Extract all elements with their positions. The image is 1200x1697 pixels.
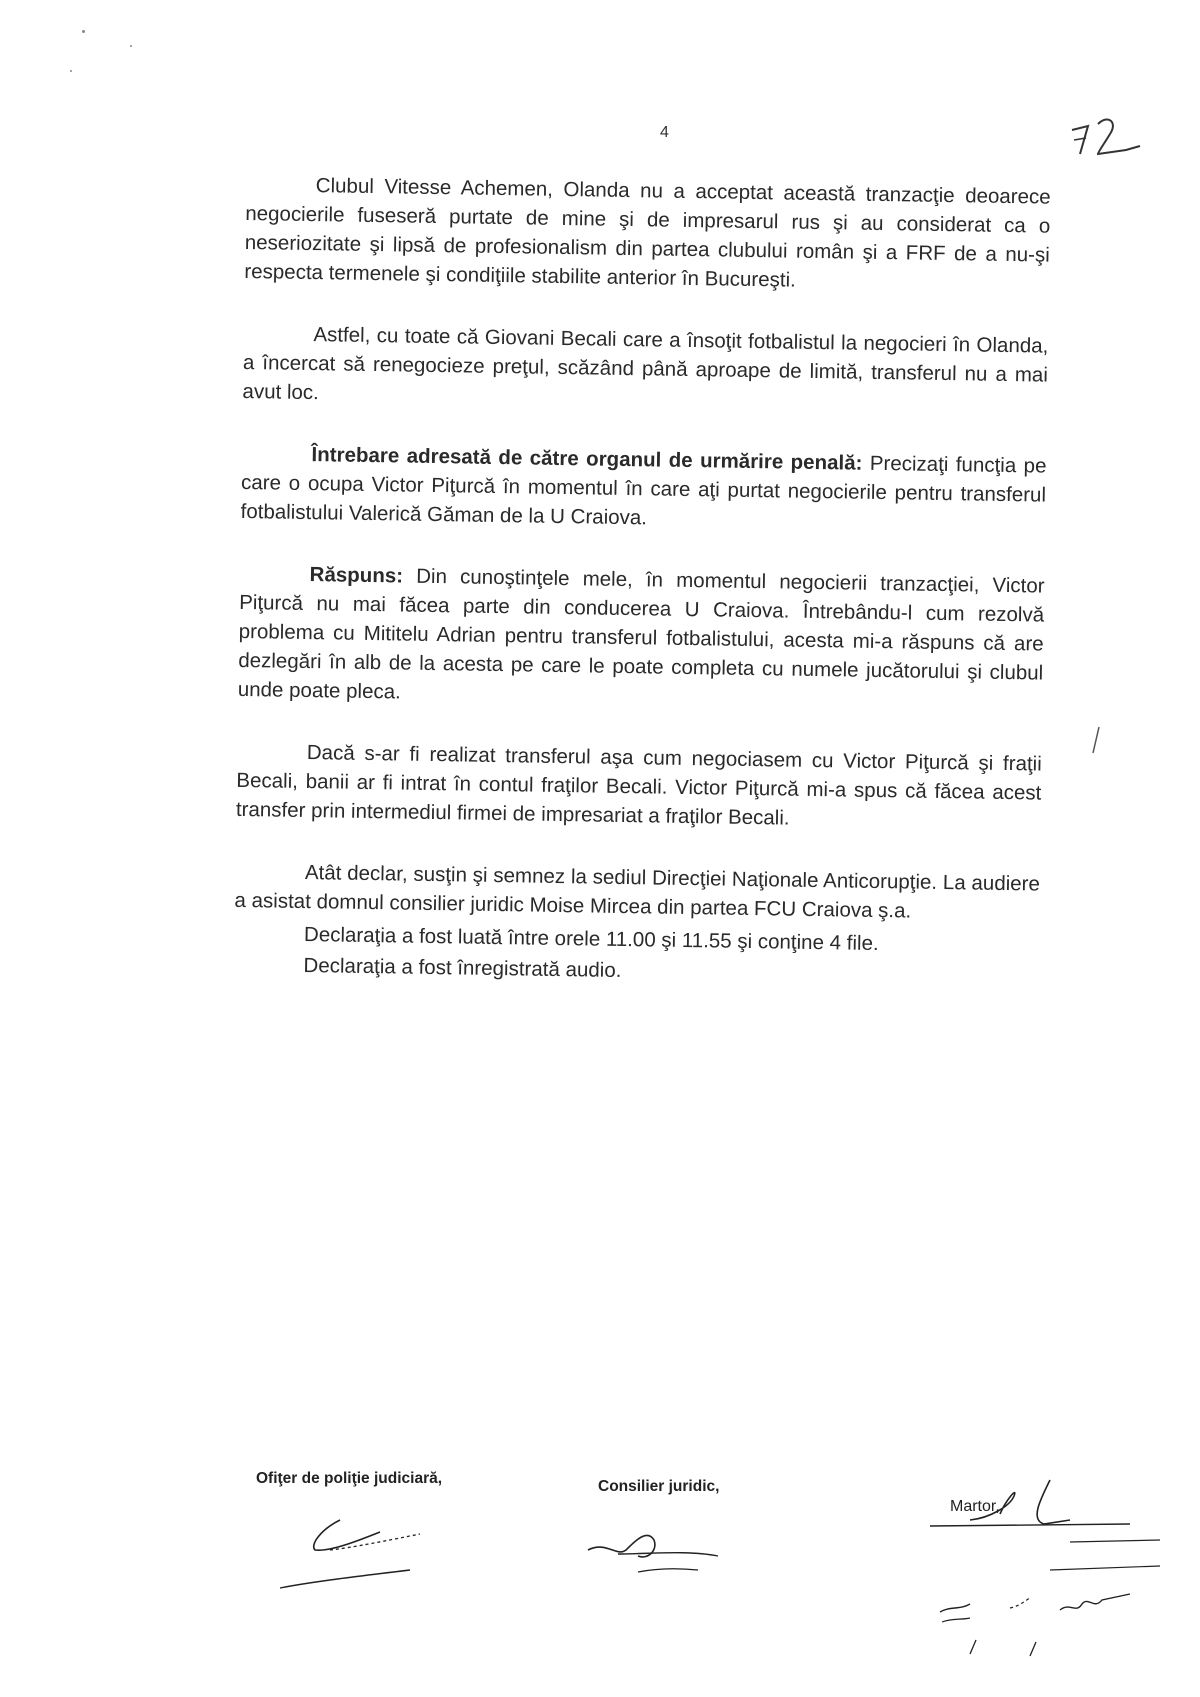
handwritten-72-icon bbox=[1068, 112, 1148, 162]
scan-speck bbox=[70, 70, 72, 72]
question-label: Întrebare adresată de către organul de urmărire penală: bbox=[311, 443, 863, 475]
witness-signature bbox=[930, 1470, 1170, 1670]
witness-signature-label: Martor, bbox=[950, 1498, 1000, 1515]
signatures-section bbox=[0, 1470, 1200, 1670]
slash-mark-icon bbox=[1090, 725, 1102, 755]
counsel-signature-label: Consilier juridic, bbox=[598, 1478, 720, 1495]
officer-signature-label: Ofiţer de poliţie judiciară, bbox=[256, 1470, 443, 1487]
paragraph-becali: Astfel, cu toate că Giovani Becali care a însoţit fotbalistul la negocieri în Olanda, a încercat să renegocieze preţul, scăzând până aproape de limită, transferul nu a mai avut loc. bbox=[242, 323, 1049, 405]
question-text: Precizaţi funcţia pe care o ocupa Victor Piţurcă în momentul în care aţi purtat negocierile pentru transferul fotbalistului Valerică Găman de la U Craiova. bbox=[240, 451, 1047, 530]
paragraph-closing-statement: Atât declar, susţin şi semnez la sediul Direcţiei Naţionale Anticorupţie. La audiere a asistat domnul consilier juridic Moise Mircea din partea FCU Craiova ş.a. bbox=[234, 861, 1041, 923]
closing-line-audio: Declaraţia a fost înregistrată audio. bbox=[303, 954, 622, 982]
answer-label: Răspuns: bbox=[309, 563, 404, 588]
paragraph-vitesse: Clubul Vitesse Achemen, Olanda nu a acceptat această tranzacţie deoarece negocierile fuseseră purtate de mine şi de impresarul rus şi au considerat ca o neseriozitate şi lipsă de profesionalism din partea clubului român şi a FRF de a nu-şi respecta termenele şi condiţiile stabilite anterior în Bucureşti. bbox=[244, 174, 1051, 292]
question-paragraph bbox=[240, 439, 1046, 539]
answer-paragraph bbox=[238, 559, 1045, 717]
officer-signature bbox=[270, 1510, 450, 1590]
answer-text: Din cunoştinţele mele, în momentul negocierii tranzacţiei, Victor Piţurcă nu mai făcea parte din conducerea U Craiova. Întrebându-l cum rezolvă problema cu Mititelu Adrian pentru transferul fotbalistului, acesta mi-a răspuns că are dezlegări în alb de la acesta pe care le poate completa cu numele jucătorului şi clubul unde poate pleca. bbox=[237, 564, 1045, 704]
scan-speck bbox=[82, 30, 85, 33]
page-number: 4 bbox=[660, 124, 669, 141]
counsel-signature bbox=[578, 1520, 738, 1590]
scan-speck bbox=[130, 45, 132, 47]
paragraph-transfer: Dacă s-ar fi realizat transferul aşa cum negociasem cu Victor Piţurcă şi fraţii Becali, banii ar fi intrat în contul fraţilor Becali. Victor Piţurcă mi-a spus că făcea acest transfer prin intermediul firmei de impresariat a fraţilor Becali. bbox=[235, 741, 1042, 830]
handwritten-page-number bbox=[1068, 112, 1148, 167]
margin-slash-mark bbox=[1090, 725, 1102, 760]
declaration-body bbox=[233, 170, 1051, 994]
closing-line-time: Declaraţia a fost luată între orele 11.00 şi 11.55 şi conţine 4 file. bbox=[303, 923, 879, 956]
